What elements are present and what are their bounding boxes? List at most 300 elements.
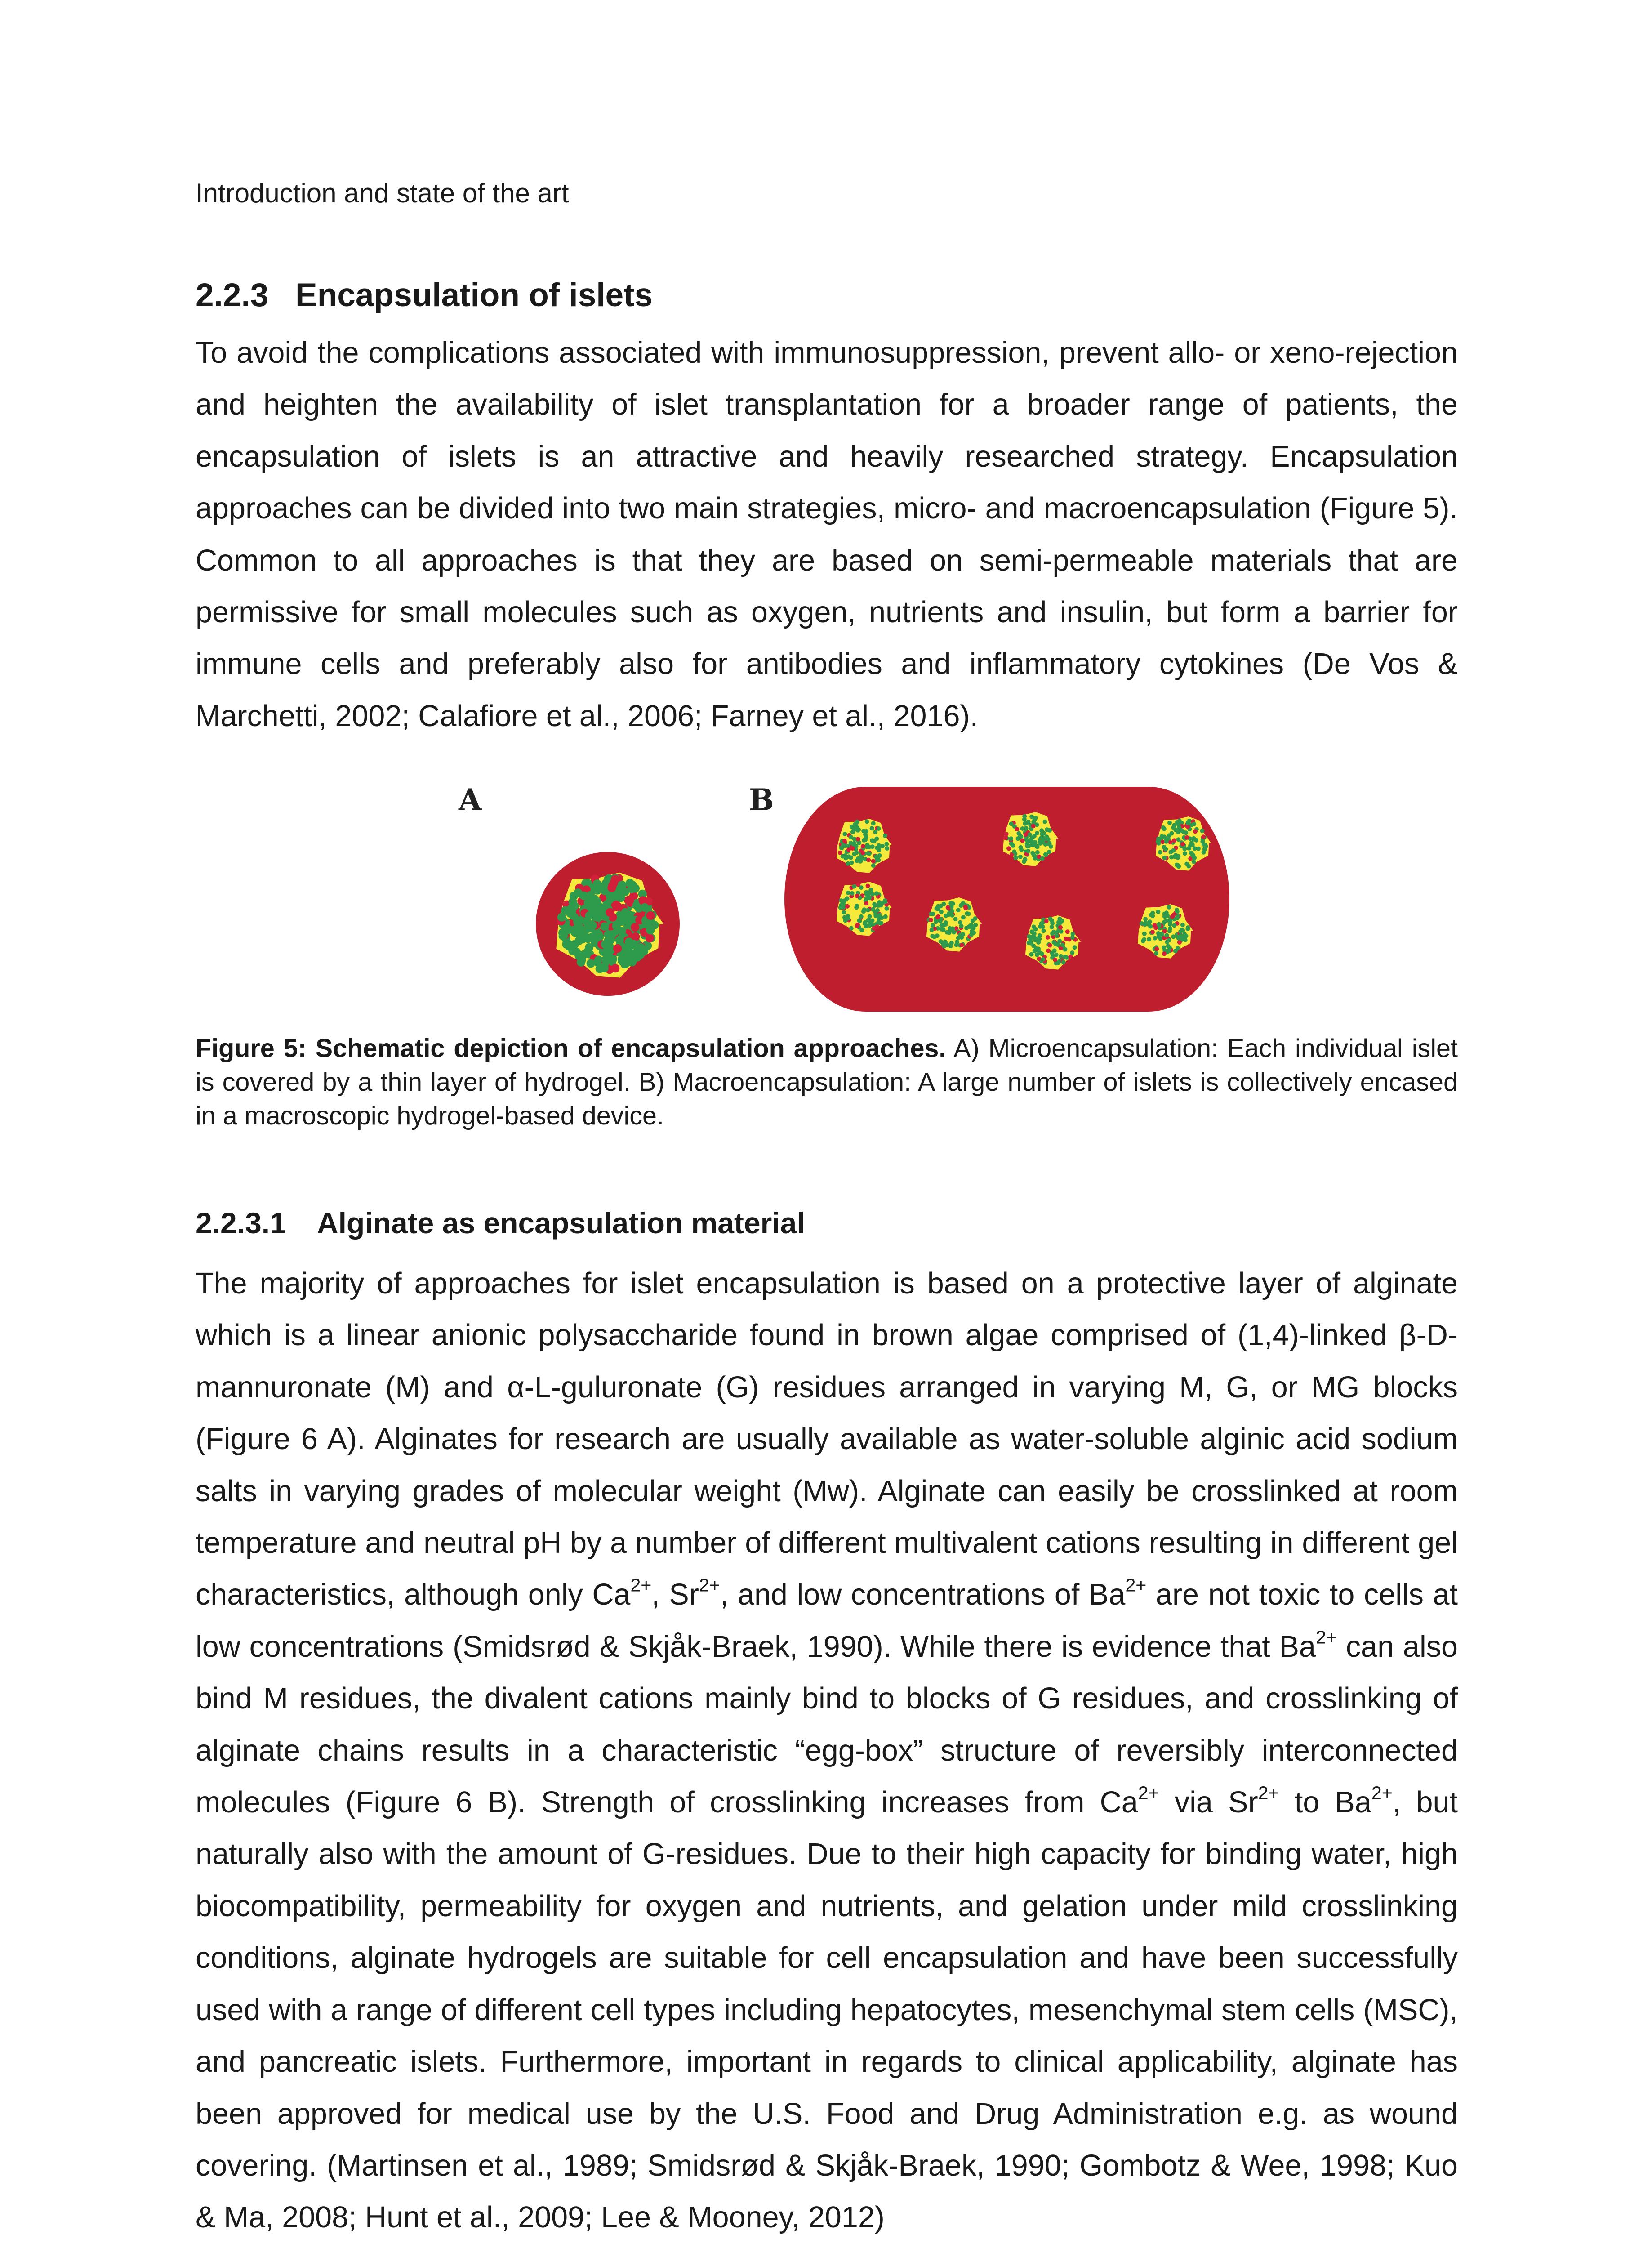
green-cell-dot: [601, 940, 610, 949]
green-cell-dot: [596, 964, 604, 973]
green-cell-dot: [1029, 929, 1034, 934]
red-cell-dot: [866, 858, 871, 862]
red-cell-dot: [1177, 940, 1182, 945]
green-cell-dot: [861, 829, 866, 833]
red-cell-dot: [846, 847, 851, 852]
green-cell-dot: [883, 914, 888, 919]
subsection-number: 2.2.3.1: [196, 1206, 286, 1240]
green-cell-dot: [877, 903, 881, 908]
red-cell-dot: [935, 915, 940, 919]
green-cell-dot: [873, 903, 877, 908]
green-cell-dot: [1050, 919, 1054, 923]
green-cell-dot: [1018, 855, 1023, 859]
red-cell-dot: [845, 904, 850, 909]
green-cell-dot: [867, 845, 871, 849]
green-cell-dot: [1063, 947, 1067, 952]
red-cell-dot: [1037, 957, 1041, 961]
green-cell-dot: [1014, 856, 1018, 860]
green-cell-dot: [1176, 830, 1180, 834]
green-cell-dot: [877, 920, 882, 925]
red-cell-dot: [1150, 930, 1155, 934]
green-cell-dot: [944, 914, 948, 918]
green-cell-dot: [1047, 850, 1051, 854]
green-cell-dot: [862, 838, 866, 843]
green-cell-dot: [876, 858, 881, 862]
red-cell-dot: [1180, 842, 1185, 847]
green-cell-dot: [1162, 912, 1167, 916]
red-cell-dot: [1068, 955, 1073, 959]
green-cell-dot: [953, 917, 958, 921]
green-cell-dot: [868, 888, 873, 893]
red-cell-dot: [1053, 958, 1057, 962]
green-cell-dot: [880, 844, 885, 848]
green-cell-dot: [1180, 928, 1184, 932]
green-cell-dot: [1176, 856, 1180, 860]
red-cell-dot: [861, 851, 865, 855]
subsection-heading: [196, 1205, 805, 1241]
green-cell-dot: [1183, 851, 1187, 856]
green-cell-dot: [950, 909, 954, 913]
green-cell-dot: [1019, 847, 1024, 852]
green-cell-dot: [875, 908, 880, 913]
green-cell-dot: [944, 922, 948, 927]
ion-charge: 2+: [699, 1574, 720, 1596]
green-cell-dot: [1166, 949, 1171, 953]
ion-charge: 2+: [1315, 1627, 1337, 1648]
green-cell-dot: [1150, 914, 1155, 918]
red-cell-dot: [613, 944, 622, 953]
green-cell-dot: [849, 926, 854, 931]
green-cell-dot: [945, 930, 949, 935]
green-cell-dot: [1162, 845, 1167, 849]
green-cell-dot: [850, 891, 855, 896]
red-cell-dot: [929, 918, 933, 922]
green-cell-dot: [1175, 863, 1179, 867]
green-cell-dot: [863, 920, 867, 925]
green-cell-dot: [1147, 937, 1151, 941]
green-cell-dot: [603, 900, 611, 909]
green-cell-dot: [849, 861, 854, 865]
ion-charge: 2+: [630, 1574, 652, 1596]
green-cell-dot: [584, 934, 592, 943]
green-cell-dot: [1036, 946, 1041, 951]
green-cell-dot: [1009, 836, 1013, 841]
green-cell-dot: [846, 891, 850, 895]
caption-text: A) Microencapsulation: Each individual islet is covered by a thin layer of hydrogel. B) Macroencapsulation: A large number of islets is collectively encased in a macroscopic hydrogel-based device.: [196, 1034, 1458, 1130]
caption-title: Figure 5: Schematic depiction of encapsulation approaches.: [196, 1034, 946, 1063]
red-cell-dot: [1004, 832, 1009, 836]
green-cell-dot: [1184, 862, 1189, 866]
subsection-title: Alginate as encapsulation material: [317, 1206, 805, 1240]
green-cell-dot: [1171, 934, 1176, 939]
red-cell-dot: [606, 908, 614, 917]
green-cell-dot: [641, 903, 649, 912]
green-cell-dot: [940, 923, 944, 928]
green-cell-dot: [944, 941, 948, 946]
green-cell-dot: [1167, 905, 1171, 910]
green-cell-dot: [1030, 851, 1035, 856]
green-cell-dot: [575, 916, 583, 925]
green-cell-dot: [1056, 920, 1061, 924]
green-cell-dot: [868, 923, 872, 928]
red-cell-dot: [1201, 834, 1206, 839]
green-cell-dot: [1141, 939, 1145, 943]
green-cell-dot: [1192, 856, 1197, 860]
green-cell-dot: [1032, 925, 1036, 929]
green-cell-dot: [588, 921, 597, 930]
green-cell-dot: [1162, 856, 1167, 860]
red-cell-dot: [1015, 827, 1019, 831]
green-cell-dot: [843, 832, 847, 836]
section-heading: [196, 275, 653, 316]
green-cell-dot: [855, 825, 859, 830]
red-cell-dot: [960, 943, 964, 947]
green-cell-dot: [1167, 929, 1172, 933]
green-cell-dot: [557, 913, 566, 921]
red-cell-dot: [1172, 838, 1176, 843]
green-cell-dot: [601, 922, 609, 931]
green-cell-dot: [969, 932, 974, 937]
green-cell-dot: [839, 903, 844, 907]
green-cell-dot: [966, 912, 971, 916]
red-cell-dot: [1065, 929, 1070, 934]
green-cell-dot: [1033, 816, 1038, 820]
green-cell-dot: [1144, 920, 1148, 925]
green-cell-dot: [1167, 821, 1172, 825]
green-cell-dot: [1022, 859, 1026, 864]
green-cell-dot: [874, 891, 879, 896]
green-cell-dot: [1142, 932, 1147, 936]
encapsulation-figure: [450, 778, 1236, 1021]
green-cell-dot: [1171, 825, 1176, 830]
green-cell-dot: [1039, 828, 1044, 833]
green-cell-dot: [961, 915, 966, 919]
green-cell-dot: [1156, 837, 1161, 841]
green-cell-dot: [870, 919, 874, 923]
green-cell-dot: [930, 928, 934, 932]
green-cell-dot: [936, 907, 940, 911]
red-cell-dot: [1193, 829, 1198, 834]
green-cell-dot: [1183, 938, 1188, 942]
green-cell-dot: [1180, 923, 1185, 927]
green-cell-dot: [1186, 925, 1190, 930]
green-cell-dot: [852, 884, 856, 889]
red-cell-dot: [850, 846, 855, 851]
red-cell-dot: [1024, 832, 1028, 837]
green-cell-dot: [1193, 846, 1197, 851]
green-cell-dot: [1041, 957, 1045, 962]
green-cell-dot: [564, 925, 572, 933]
green-cell-dot: [959, 924, 964, 928]
green-cell-dot: [1026, 849, 1030, 853]
green-cell-dot: [622, 916, 630, 924]
green-cell-dot: [1039, 921, 1044, 926]
green-cell-dot: [608, 930, 616, 939]
green-cell-dot: [1070, 950, 1074, 955]
green-cell-dot: [1175, 916, 1180, 920]
ion-charge: 2+: [1125, 1574, 1147, 1596]
green-cell-dot: [646, 926, 655, 934]
red-cell-dot: [1046, 935, 1050, 940]
red-cell-dot: [608, 882, 617, 890]
green-cell-dot: [938, 919, 943, 923]
red-cell-dot: [631, 923, 639, 932]
red-cell-dot: [1064, 937, 1069, 941]
green-cell-dot: [1073, 945, 1077, 950]
green-cell-dot: [1029, 952, 1034, 957]
red-cell-dot: [871, 859, 876, 863]
green-cell-dot: [1011, 843, 1015, 848]
red-cell-dot: [614, 902, 622, 911]
green-cell-dot: [1157, 841, 1161, 846]
green-cell-dot: [1033, 949, 1037, 953]
green-cell-dot: [885, 846, 889, 851]
red-cell-dot: [872, 926, 876, 931]
green-cell-dot: [1040, 952, 1044, 956]
red-cell-dot: [1031, 824, 1036, 828]
red-cell-dot: [946, 905, 950, 910]
green-cell-dot: [1158, 850, 1162, 855]
green-cell-dot: [952, 930, 956, 935]
green-cell-dot: [1050, 925, 1054, 929]
panel-b: [749, 782, 1229, 1012]
green-cell-dot: [862, 907, 866, 912]
green-cell-dot: [1156, 910, 1160, 914]
green-cell-dot: [857, 918, 861, 923]
red-cell-dot: [861, 844, 865, 848]
green-cell-dot: [625, 948, 634, 957]
red-cell-dot: [856, 837, 860, 841]
green-cell-dot: [1202, 850, 1206, 855]
green-cell-dot: [931, 923, 935, 928]
green-cell-dot: [626, 879, 634, 888]
green-cell-dot: [1180, 934, 1184, 939]
section-paragraph: To avoid the complications associated with immunosuppression, prevent allo- or xeno-rejection and heighten the availability of islet transplantation for a broader range of patients, the encapsulation of islets is an attractive and heavily researched strategy. Encapsulation approaches can be divided into two main strategies, micro- and macroencapsulation (Figure 5). Common to all approaches is that they are based on semi-permeable materials that are permissive for small molecules such as oxygen, nutrients and insulin, but form a barrier for immune cells and preferably also for antibodies and inflammatory cytokines (De Vos & Marchetti, 2002; Calafiore et al., 2006; Farney et al., 2016).: [196, 336, 1458, 733]
green-cell-dot: [1043, 820, 1047, 824]
green-cell-dot: [625, 938, 633, 946]
green-cell-dot: [1176, 946, 1180, 950]
green-cell-dot: [955, 940, 959, 944]
green-cell-dot: [941, 902, 946, 906]
green-cell-dot: [884, 842, 889, 846]
green-cell-dot: [930, 934, 935, 938]
green-cell-dot: [870, 826, 874, 830]
red-cell-dot: [855, 894, 859, 898]
green-cell-dot: [931, 912, 935, 916]
red-cell-dot: [611, 964, 619, 972]
green-cell-dot: [583, 947, 592, 956]
green-cell-dot: [1051, 940, 1056, 945]
green-cell-dot: [1167, 833, 1171, 838]
green-cell-dot: [1029, 836, 1034, 841]
green-cell-dot: [1182, 830, 1186, 834]
green-cell-dot: [1047, 841, 1052, 846]
green-cell-dot: [883, 834, 887, 838]
green-cell-dot: [1188, 843, 1193, 848]
green-cell-dot: [590, 901, 599, 910]
green-cell-dot: [1046, 837, 1051, 842]
red-cell-dot: [1020, 839, 1025, 843]
red-cell-dot: [1154, 947, 1159, 951]
green-cell-dot: [634, 945, 642, 953]
green-cell-dot: [883, 900, 887, 904]
red-cell-dot: [646, 911, 655, 920]
green-cell-dot: [1186, 820, 1191, 825]
green-cell-dot: [1035, 850, 1040, 855]
red-cell-dot: [963, 905, 968, 909]
green-cell-dot: [855, 904, 859, 908]
green-cell-dot: [885, 906, 889, 911]
ion-charge: 2+: [1258, 1782, 1279, 1803]
green-cell-dot: [1057, 939, 1062, 943]
green-cell-dot: [580, 892, 588, 900]
green-cell-dot: [877, 826, 881, 831]
green-cell-dot: [871, 863, 876, 868]
green-cell-dot: [844, 856, 848, 861]
red-cell-dot: [1044, 919, 1049, 923]
green-cell-dot: [872, 839, 877, 843]
panel-b-label: B: [749, 782, 774, 817]
green-cell-dot: [842, 910, 846, 914]
green-cell-dot: [1184, 934, 1189, 938]
green-cell-dot: [1160, 932, 1164, 937]
green-cell-dot: [1024, 826, 1029, 830]
red-cell-dot: [856, 883, 860, 887]
red-cell-dot: [1184, 835, 1189, 840]
green-cell-dot: [1162, 827, 1167, 831]
green-cell-dot: [1194, 838, 1198, 843]
green-cell-dot: [1028, 941, 1033, 945]
green-cell-dot: [1176, 837, 1181, 842]
green-cell-dot: [1034, 844, 1039, 849]
green-cell-dot: [1045, 827, 1049, 832]
green-cell-dot: [855, 859, 859, 863]
green-cell-dot: [959, 903, 963, 908]
green-cell-dot: [604, 950, 613, 959]
green-cell-dot: [1175, 909, 1180, 914]
green-cell-dot: [840, 846, 844, 850]
green-cell-dot: [865, 819, 869, 824]
green-cell-dot: [871, 821, 876, 825]
panel-a-label: A: [459, 782, 482, 817]
green-cell-dot: [850, 825, 854, 829]
red-cell-dot: [866, 883, 870, 888]
green-cell-dot: [1148, 924, 1153, 929]
green-cell-dot: [1037, 937, 1042, 941]
green-cell-dot: [1061, 960, 1066, 965]
green-cell-dot: [859, 914, 864, 919]
green-cell-dot: [859, 928, 864, 932]
green-cell-dot: [1023, 821, 1027, 826]
green-cell-dot: [875, 846, 879, 850]
subsection-paragraph: The majority of approaches for islet encapsulation is based on a protective layer of alginate which is a linear anionic polysaccharide found in brown algae comprised of (1,4)-linked β-D-mannuronate (M) and α-L-guluronate (G) residues arranged in varying M, G, or MG blocks (Figure 6 A). Alginates for research are usually available as water-soluble alginic acid sodium salts in varying grades of molecular weight (Mw). Alginate can easily be crosslinked at room temperature and neutral pH by a number of different multivalent cations resulting in different gel characteristics, although only $Ca^{2+}$, $Sr^{2+}$, and low concentrations of $Ba^{2+}$ are not toxic to cells at low concentrations (Smidsrød & Skjåk-Braek, 1990). While there is evidence that $Ba^{2+}$ can also bind M residues, the divalent cations mainly bind to blocks of G residues, and crosslinking of alginate chains results in a characteristic “egg-box” structure of reversibly interconnected molecules (Figure 6 B). Strength of crosslinking increases from $Ca^{2+}$ via $Sr^{2+}$ to $Ba^{2+}$, but naturally also with the amount of G-residues. Due to their high capacity for binding water, high biocompatibility, permeability for oxygen and nutrients, and gelation under mild crosslinking conditions, alginate hydrogels are suitable for cell encapsulation and have been successfully used with a range of different cell types including hepatocytes, mesenchymal stem cells (MSC), and pancreatic islets. Furthermore, important in regards to clinical applicability, alginate has been approved for medical use by the U.S. Food and Drug Administration e.g. as wound covering. (Martinsen et al., 1989; Smidsrød & Skjåk-Braek, 1990; Gombotz & Wee, 1998; Kuo & Ma, 2008; Hunt et al., 2009; Lee & Mooney, 2012): [196, 1267, 1458, 2235]
red-cell-dot: [855, 923, 859, 928]
green-cell-dot: [873, 830, 877, 834]
red-cell-dot: [1153, 925, 1158, 930]
panel-a: [458, 782, 680, 996]
green-cell-dot: [842, 915, 847, 919]
green-cell-dot: [588, 911, 596, 919]
green-cell-dot: [1055, 933, 1059, 938]
green-cell-dot: [1050, 951, 1054, 955]
red-cell-dot: [1171, 914, 1175, 918]
green-cell-dot: [575, 952, 583, 960]
green-cell-dot: [1031, 934, 1035, 939]
green-cell-dot: [1035, 953, 1039, 957]
green-cell-dot: [613, 893, 621, 902]
green-cell-dot: [879, 916, 884, 920]
running-header: Introduction and state of the art: [196, 178, 569, 208]
ion-charge: 2+: [1371, 1782, 1393, 1803]
green-cell-dot: [1162, 946, 1166, 950]
green-cell-dot: [971, 919, 975, 923]
green-cell-dot: [594, 930, 603, 938]
green-cell-dot: [1177, 825, 1181, 830]
green-cell-dot: [1192, 822, 1196, 826]
green-cell-dot: [865, 893, 870, 898]
green-cell-dot: [1051, 930, 1056, 934]
green-cell-dot: [1029, 840, 1034, 844]
green-cell-dot: [1060, 943, 1065, 947]
green-cell-dot: [1042, 928, 1046, 933]
section-title: Encapsulation of islets: [295, 277, 653, 313]
green-cell-dot: [1041, 835, 1045, 840]
red-cell-dot: [1168, 840, 1173, 844]
green-cell-dot: [618, 955, 626, 963]
green-cell-dot: [1070, 935, 1075, 940]
green-cell-dot: [1154, 951, 1158, 955]
green-cell-dot: [1162, 834, 1167, 839]
green-cell-dot: [959, 935, 964, 940]
green-cell-dot: [1022, 817, 1027, 821]
red-cell-dot: [1006, 846, 1011, 851]
red-cell-dot: [1048, 943, 1052, 948]
green-cell-dot: [1172, 923, 1176, 928]
green-cell-dot: [964, 926, 969, 930]
green-cell-dot: [1192, 860, 1196, 864]
green-cell-dot: [1040, 856, 1045, 861]
green-cell-dot: [1162, 919, 1167, 924]
green-cell-dot: [852, 852, 857, 856]
green-cell-dot: [1203, 843, 1207, 847]
red-cell-dot: [1162, 951, 1167, 956]
green-cell-dot: [956, 908, 961, 912]
ion-charge: 2+: [1138, 1782, 1159, 1803]
green-cell-dot: [971, 926, 975, 931]
red-cell-dot: [838, 851, 842, 855]
green-cell-dot: [1018, 834, 1023, 839]
green-cell-dot: [1167, 938, 1171, 942]
green-cell-dot: [850, 830, 855, 834]
green-cell-dot: [1200, 829, 1204, 833]
red-cell-dot: [1058, 925, 1063, 930]
green-cell-dot: [615, 936, 624, 944]
green-cell-dot: [871, 907, 875, 912]
red-cell-dot: [864, 901, 868, 905]
red-cell-dot: [842, 839, 847, 843]
green-cell-dot: [1012, 849, 1016, 854]
green-cell-dot: [570, 892, 578, 900]
figure-caption: [196, 1032, 1458, 1133]
green-cell-dot: [849, 835, 853, 839]
green-cell-dot: [562, 940, 571, 949]
section-number: 2.2.3: [196, 277, 269, 313]
red-cell-dot: [1003, 836, 1008, 840]
green-cell-dot: [1171, 848, 1176, 853]
green-cell-dot: [868, 914, 872, 919]
green-cell-dot: [867, 852, 872, 856]
green-cell-dot: [1164, 839, 1169, 844]
